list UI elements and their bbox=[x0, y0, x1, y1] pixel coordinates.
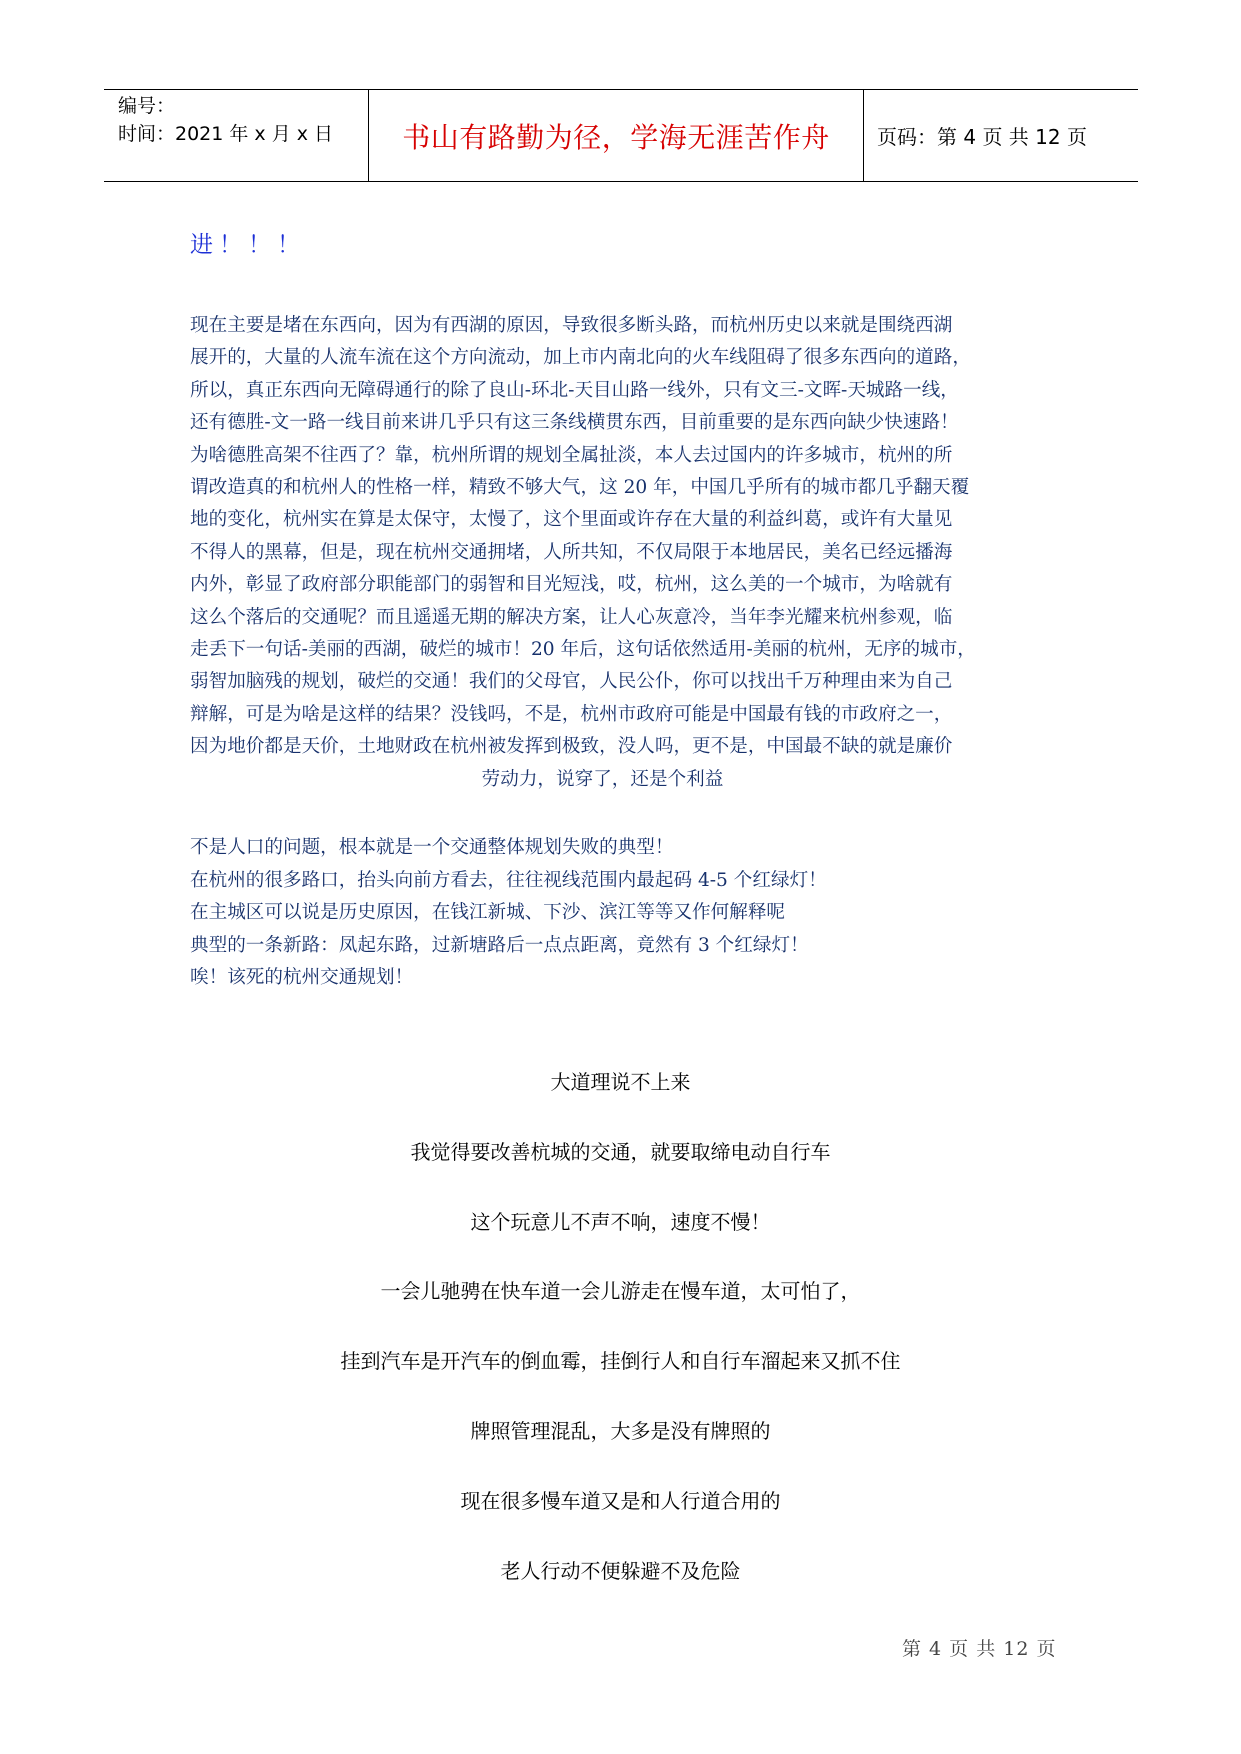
centered-line: 挂到汽车是开汽车的倒血霉，挂倒行人和自行车溜起来又抓不住 bbox=[340, 1349, 901, 1374]
header-info bbox=[104, 90, 369, 181]
main-paragraph bbox=[190, 310, 1070, 796]
paragraph-line: 走丢下一句话-美丽的西湖，破烂的城市！20 年后，这句话依然适用-美丽的杭州，无序的城市， bbox=[190, 639, 976, 661]
centered-line: 现在很多慢车道又是和人行道合用的 bbox=[460, 1488, 781, 1513]
number-label: 编号： bbox=[118, 95, 176, 117]
centered-line: 一会儿驰骋在快车道一会儿游走在慢车道，太可怕了， bbox=[380, 1279, 861, 1304]
page-header bbox=[104, 89, 1138, 182]
paragraph-line: 辩解，可是为啥是这样的结果？没钱吗，不是，杭州市政府可能是中国最有钱的市政府之一， bbox=[190, 703, 953, 725]
paragraph-last-line: 劳动力，说穿了，还是个利益 bbox=[481, 768, 724, 790]
paragraph-line: 地的变化，杭州实在算是太保守，太慢了，这个里面或许存在大量的利益纠葛，或许有大量见 bbox=[190, 509, 953, 531]
centered-line: 老人行动不便躲避不及危险 bbox=[500, 1558, 741, 1583]
centered-line: 大道理说不上来 bbox=[550, 1070, 691, 1094]
page-footer: 第 4 页 共 12 页 bbox=[902, 1638, 1057, 1660]
centered-line: 这个玩意儿不声不响，速度不慢！ bbox=[470, 1209, 771, 1234]
intro-text: 进！！！ bbox=[190, 232, 306, 258]
paragraph-line: 为啥德胜高架不往西了？靠，杭州所谓的规划全属扯淡，本人去过国内的许多城市，杭州的所 bbox=[190, 444, 953, 466]
paragraph-line: 不得人的黑幕，但是，现在杭州交通拥堵，人所共知，不仅局限于本地居民，美名已经远播海 bbox=[190, 541, 953, 563]
paragraph-line: 所以，真正东西向无障碍通行的除了良山-环北-天目山路一线外，只有文三-文晖-天城路一线， bbox=[190, 379, 959, 401]
paragraph-line: 现在主要是堵在东西向，因为有西湖的原因，导致很多断头路，而杭州历史以来就是围绕西湖 bbox=[190, 315, 953, 336]
centered-line: 我觉得要改善杭城的交通，就要取缔电动自行车 bbox=[410, 1139, 831, 1164]
list-item: 不是人口的问题，根本就是一个交通整体规划失败的典型！ bbox=[190, 837, 674, 858]
paragraph-line: 弱智加脑残的规划，破烂的交通！我们的父母官，人民公仆，你可以找出千万种理由来为自己 bbox=[190, 671, 953, 693]
list-item: 在杭州的很多路口，抬头向前方看去，往往视线范围内最起码 4-5 个红绿灯！ bbox=[190, 869, 827, 891]
paragraph-line: 因为地价都是天价，土地财政在杭州被发挥到极致，没人吗，更不是，中国最不缺的就是廉价 bbox=[190, 736, 953, 758]
centered-lines bbox=[0, 1066, 1241, 1624]
header-motto: 书山有路勤为径，学海无涯苦作舟 bbox=[369, 90, 864, 181]
centered-line: 牌照管理混乱，大多是没有牌照的 bbox=[470, 1418, 771, 1443]
list-item: 典型的一条新路：凤起东路，过新塘路后一点点距离，竟然有 3 个红绿灯！ bbox=[190, 934, 809, 956]
paragraph-line: 这么个落后的交通呢？而且遥遥无期的解决方案，让人心灰意冷，当年李光耀来杭州参观，临 bbox=[190, 606, 953, 628]
header-page-label: 页码：第 4 页 共 12 页 bbox=[877, 125, 1087, 149]
paragraph-line: 还有德胜-文一路一线目前来讲几乎只有这三条线横贯东西，目前重要的是东西向缺少快速路！ bbox=[190, 412, 959, 434]
list-item: 唉！该死的杭州交通规划！ bbox=[190, 967, 414, 988]
complaint-list bbox=[190, 832, 827, 995]
paragraph-line: 内外，彰显了政府部分职能部门的弱智和目光短浅，哎，杭州，这么美的一个城市，为啥就有 bbox=[190, 574, 953, 596]
time-label: 时间：2021 年 x 月 x 日 bbox=[118, 123, 334, 145]
list-item: 在主城区可以说是历史原因，在钱江新城、下沙、滨江等等又作何解释呢 bbox=[190, 902, 786, 923]
paragraph-line: 展开的，大量的人流车流在这个方向流动，加上市内南北向的火车线阻碍了很多东西向的道路， bbox=[190, 347, 971, 369]
paragraph-line: 谓改造真的和杭州人的性格一样，精致不够大气，这 20 年，中国几乎所有的城市都几乎翻天覆 bbox=[190, 477, 970, 499]
